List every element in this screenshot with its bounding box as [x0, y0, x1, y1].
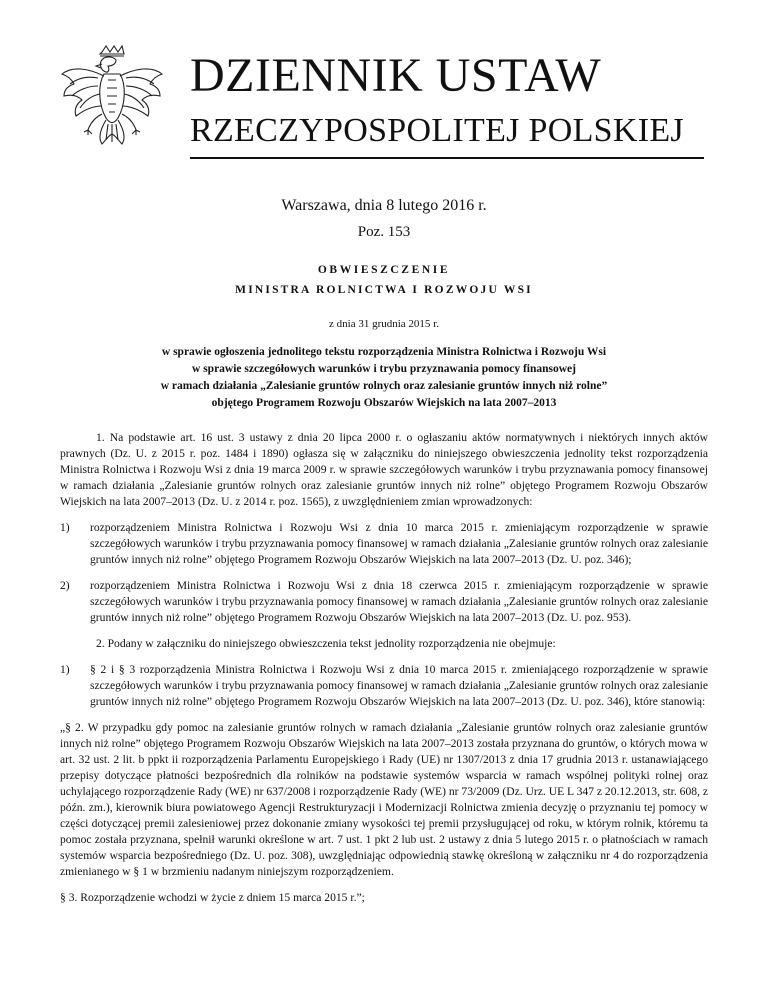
masthead-divider	[190, 157, 704, 159]
act-subject	[118, 344, 650, 412]
list-item-text: rozporządzeniem Ministra Rolnictwa i Rozwoju Wsi z dnia 18 czerwca 2015 r. zmieniającym rozporządzenie w sprawie szczegółowych warunków i trybu przyznawania pomocy finansowej w ramach działania „Zalesianie gruntów rolnych oraz zalesianie gruntów innych niż rolne” objętego Programem Rozwoju Obszarów Wiejskich na lata 2007–2013 (Dz. U. poz. 953).	[90, 579, 708, 624]
list-item	[60, 578, 708, 626]
act-date: z dnia 31 grudnia 2015 r.	[329, 318, 439, 330]
list-item-text: § 2 i § 3 rozporządzenia Ministra Rolnictwa i Rozwoju Wsi z dnia 10 marca 2015 r. zmieniającego rozporządzenie w sprawie szczegółowych warunków i trybu przyznawania pomocy finansowej w ramach działania „Zalesianie gruntów rolnych oraz zalesianie gruntów innych niż rolne” objętego Programem Rozwoju Obszarów Wiejskich na lata 2007–2013 (Dz. U. poz. 346), które stanowią:	[90, 663, 708, 708]
document-body	[60, 430, 708, 916]
list-item	[60, 520, 708, 568]
journal-title: DZIENNIK USTAW	[190, 49, 602, 102]
act-issuer: MINISTRA ROLNICTWA I ROZWOJU WSI	[235, 284, 533, 296]
list-item	[60, 662, 708, 710]
paragraph-1: 1. Na podstawie art. 16 ust. 3 ustawy z dnia 20 lipca 2000 r. o ogłaszaniu aktów normatywnych i niektórych innych aktów prawnych (Dz. U. z 2015 r. poz. 1484 i 1890) ogłasza się w załączniku do niniejszego obwieszczenia jednolity tekst rozporządzenia Ministra Rolnictwa i Rozwoju Wsi z dnia 19 marca 2009 r. w sprawie szczegółowych warunków i trybu przyznawania pomocy finansowej w ramach działania „Zalesianie gruntów rolnych oraz zalesianie gruntów innych niż rolne” objętego Programem Rozwoju Obszarów Wiejskich na lata 2007–2013 (Dz. U. z 2014 r. poz. 1565), z uwzględnieniem zmian wprowadzonych:	[60, 431, 708, 508]
journal-subtitle: RZECZYPOSPOLITEJ POLSKIEJ	[190, 112, 684, 149]
issue-date: Warszawa, dnia 8 lutego 2016 r.	[281, 197, 487, 214]
list-item-text: rozporządzeniem Ministra Rolnictwa i Rozwoju Wsi z dnia 10 marca 2015 r. zmieniającym rozporządzenie w sprawie szczegółowych warunków i trybu przyznawania pomocy finansowej w ramach działania „Zalesianie gruntów rolnych oraz zalesianie gruntów innych niż rolne” objętego Programem Rozwoju Obszarów Wiejskich na lata 2007–2013 (Dz. U. poz. 346);	[90, 521, 708, 566]
list-item-number: 1)	[60, 663, 70, 676]
polish-eagle-emblem-icon	[58, 44, 166, 154]
quoted-paragraph: § 3. Rozporządzenie wchodzi w życie z dniem 15 marca 2015 r.”;	[60, 891, 365, 904]
act-type: OBWIESZCZENIE	[317, 264, 451, 276]
subject-line: w ramach działania „Zalesianie gruntów rolnych oraz zalesianie gruntów innych niż rolne”	[160, 380, 608, 392]
paragraph-2: 2. Podany w załączniku do niniejszego obwieszczenia tekst jednolity rozporządzenia nie obejmuje:	[96, 637, 556, 650]
position-number: Poz. 153	[357, 224, 411, 240]
subject-line: w sprawie szczegółowych warunków i trybu przyznawania pomocy finansowej	[192, 363, 576, 375]
subject-line: objętego Programem Rozwoju Obszarów Wiejskich na lata 2007–2013	[211, 397, 557, 409]
list-item-number: 2)	[60, 579, 70, 592]
list-item-number: 1)	[60, 521, 70, 534]
subject-line: w sprawie ogłoszenia jednolitego tekstu rozporządzenia Ministra Rolnictwa i Rozwoju Wsi	[161, 346, 607, 358]
quoted-paragraph: „§ 2. W przypadku gdy pomoc na zalesianie gruntów rolnych w ramach działania „Zalesianie gruntów rolnych oraz zalesianie gruntów innych niż rolne” objętego Programem Rozwoju Obszarów Wiejskich na lata 2007–2013 została przyznana do gruntów, o których mowa w art. 32 ust. 2 lit. b ppkt ii rozporządzenia Parlamentu Europejskiego i Rady (UE) nr 1307/2013 z dnia 17 grudnia 2013 r. ustanawiającego przepisy dotyczące płatności bezpośrednich dla rolników na podstawie systemów wsparcia w ramach wspólnej polityki rolnej oraz uchylającego rozporządzenie Rady (WE) nr 637/2008 i rozporządzenie Rady (WE) nr 73/2009 (Dz. Urz. UE L 347 z 20.12.2013, str. 608, z późn. zm.), kierownik biura powiatowego Agencji Restrukturyzacji i Modernizacji Rolnictwa zmienia decyzję o przyznaniu tej pomocy w części dotyczącej premii zalesieniowej przez dokonanie zmiany wysokości tej premii przysługującej od roku, w którym rolnik, któremu ta pomoc została przyznana, spełnił warunki określone w art. 7 ust. 1 pkt 2 lub ust. 2 ustawy z dnia 5 lutego 2015 r. o płatnościach w ramach systemów wsparcia bezpośredniego (Dz. U. poz. 308), uwzględniając odpowiednią stawkę określoną w załączniku nr 4 do rozporządzenia zmienianego w § 1 w brzmieniu nadanym niniejszym rozporządzeniem.	[60, 721, 708, 878]
